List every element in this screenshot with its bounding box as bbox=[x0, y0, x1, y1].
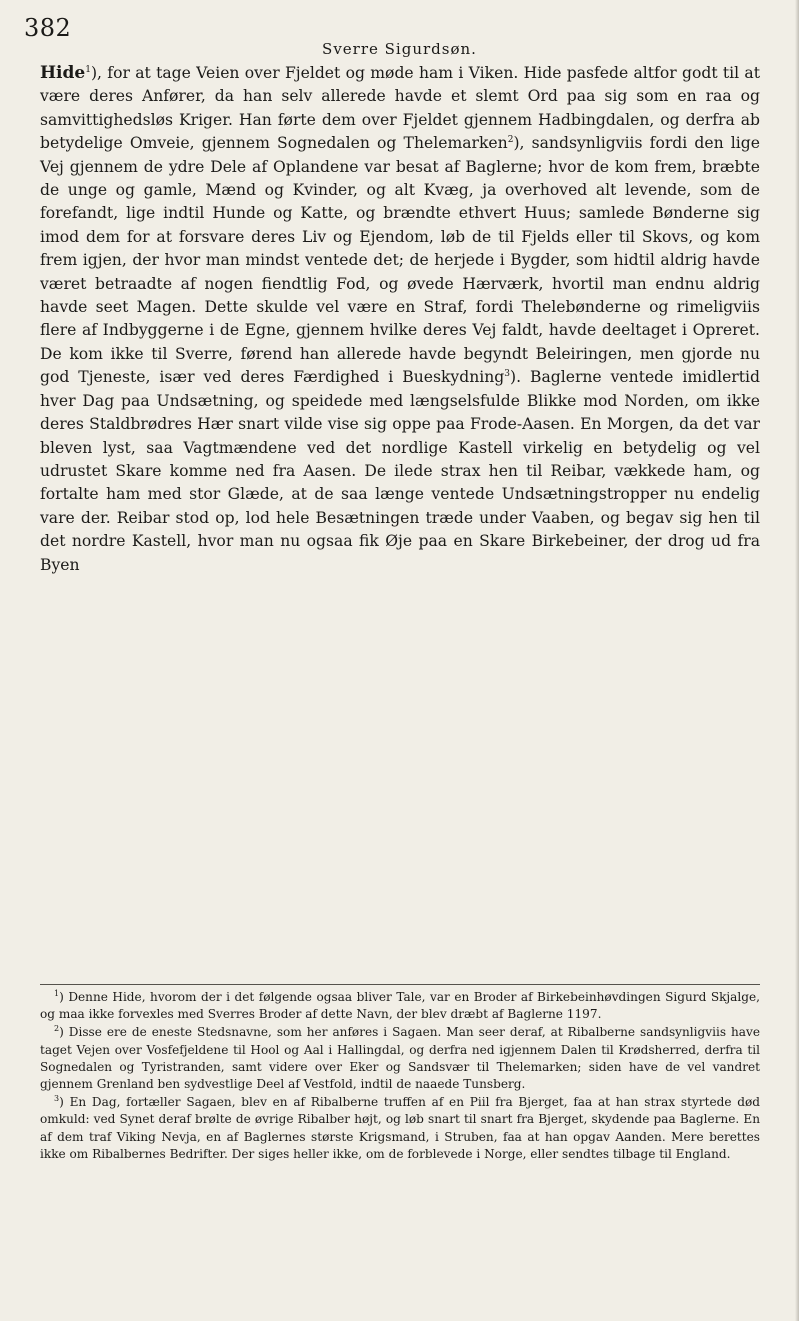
footnote-2: $^2$) Disse ere de eneste Stedsnavne, som her anføres i Sagaen. Man seer deraf, at Ribalberne sandsynligviis have taget Vejen over Vosfefjeldene til Hool og Aal i Hallingdal, og derfra ned igjennem Dalen til Krødsherred, derfra til Sognedalen og Tyristranden, samt videre over Eker og Sandsvær til Thelemarken; siden have de vel vandret gjennem Grenland ben sydvestlige Deel af Vestfold, indtil de naaede Tunsberg. bbox=[40, 1024, 760, 1092]
footnote-mark: 2 bbox=[54, 1024, 60, 1034]
running-head: Sverre Sigurdsøn. bbox=[322, 40, 477, 58]
footnotes bbox=[40, 989, 760, 1164]
page-number: 382 bbox=[24, 14, 72, 42]
body-text bbox=[40, 62, 760, 577]
lead-word: Hide bbox=[40, 63, 86, 83]
footnote-ref-2[interactable]: 2 bbox=[507, 135, 514, 146]
footnote-divider bbox=[40, 984, 760, 985]
footnote-ref-3[interactable]: 3 bbox=[504, 369, 510, 380]
page-edge-shadow bbox=[795, 0, 799, 1321]
body-segment-2: ), sandsynligviis fordi den lige Vej gjennem de ydre Dele af Oplandene var besat af Baglerne; hvor de kom frem, bræbte de unge og gamle, Mænd og Kvinder, og alt Kvæg, ja overhoved alt levende, som de forefandt, lige indtil Hunde og Katte, og brændte ethvert Huus; samlede Bønderne sig imod dem for at forsvare deres Liv og Ejendom, løb de til Fjelds eller til Skovs, og kom frem igjen, der hvor man mindst ventede det; de herjede i Bygder, som hidtil aldrig havde været betraadte af nogen fiendtlig Fod, og øvede Hærværk, hvortil man endnu aldrig havde seet Magen. Dette skulde vel være en Straf, fordi Thelebønderne og rimeligviis flere af Indbyggerne i de Egne, gjennem hvilke deres Vej faldt, havde deeltaget i Opreret. De kom ikke til Sverre, førend han allerede havde begyndt Beleiringen, men gjorde nu god Tjeneste, især ved deres Færdighed i Bueskydning bbox=[40, 134, 760, 387]
footnote-mark: 1 bbox=[54, 988, 60, 998]
footnote-1: $^1$) Denne Hide, hvorom der i det følgende ogsaa bliver Tale, var en Broder af Birkebeinhøvdingen Sigurd Skjalge, og maa ikke forvexles med Sverres Broder af dette Navn, der blev dræbt af Baglerne 1197. bbox=[40, 988, 760, 1022]
footnote-ref-1[interactable]: 1 bbox=[85, 64, 91, 75]
footnote-text: En Dag, fortæller Sagaen, blev en af Ribalberne truffen af en Piil fra Bjerget, faa at han strax styrtede død omkuld: ved Synet deraf brølte de øvrige Ribalber højt, og løb snart til snart fra Bjerget, skydende paa Baglerne. En af dem traf Viking Nevja, en af Baglernes største Krigsmand, i Struben, faa at han opgav Aanden. Mere berettes ikke om Ribalbernes Bedrifter. Der siges heller ikke, om de forblevede i Norge, eller sendtes tilbage til England. bbox=[40, 1095, 760, 1161]
body-segment-1: ), for at tage Veien over Fjeldet og møde ham i Viken. Hide pasfede altfor godt til at være deres Anfører, da han selv allerede havde et slemt Ord paa sig som en raa og samvittighedsløs Kriger. Han førte dem over Fjeldet gjennem Hadbingdalen, og derfra ab betydelige Omveie, gjennem Sognedalen og Thelemarken bbox=[40, 64, 760, 153]
body-segment-3: ). Baglerne ventede imidlertid hver Dag paa Undsætning, og speidede med længselsfulde Blikke mod Norden, om ikke deres Staldbrødres Hær snart vilde vise sig oppe paa Frode-Aasen. En Morgen, da det var bleven lyst, saa Vagtmændene ved det nordlige Kastell virkelig en betydelig og vel udrustet Skare komme ned fra Aasen. De ilede strax hen til Reibar, vækkede ham, og fortalte ham med stor Glæde, at de saa længe ventede Undsætningstropper nu endelig vare der. Reibar stod op, lod hele Besætningen træde under Vaaben, og begav sig hen til det nordre Kastell, hvor man nu ogsaa fik Øje paa en Skare Birkebeiner, der drog ud fra Byen bbox=[40, 368, 760, 574]
footnote-text: Denne Hide, hvorom der i det følgende ogsaa bliver Tale, var en Broder af Birkebeinhøvdingen Sigurd Skjalge, og maa ikke forvexles med Sverres Broder af dette Navn, der blev dræbt af Baglerne 1197. bbox=[40, 990, 760, 1022]
footnote-mark: 3 bbox=[54, 1094, 60, 1104]
footnote-3: $^3$) En Dag, fortæller Sagaen, blev en af Ribalberne truffen af en Piil fra Bjerget, faa at han strax styrtede død omkuld: ved Synet deraf brølte de øvrige Ribalber højt, og løb snart til snart fra Bjerget, skydende paa Baglerne. En af dem traf Viking Nevja, en af Baglernes største Krigsmand, i Struben, faa at han opgav Aanden. Mere berettes ikke om Ribalbernes Bedrifter. Der siges heller ikke, om de forblevede i Norge, eller sendtes tilbage til England. bbox=[40, 1094, 760, 1161]
footnote-text: Disse ere de eneste Stedsnavne, som her anføres i Sagaen. Man seer deraf, at Ribalberne sandsynligviis have taget Vejen over Vosfefjeldene til Hool og Aal i Hallingdal, og derfra ned igjennem Dalen til Krødsherred, derfra til Sognedalen og Tyristranden, samt videre over Eker og Sandsvær til Thelemarken; siden have de vel vandret gjennem Grenland ben sydvestlige Deel af Vestfold, indtil de naaede Tunsberg. bbox=[40, 1025, 760, 1092]
